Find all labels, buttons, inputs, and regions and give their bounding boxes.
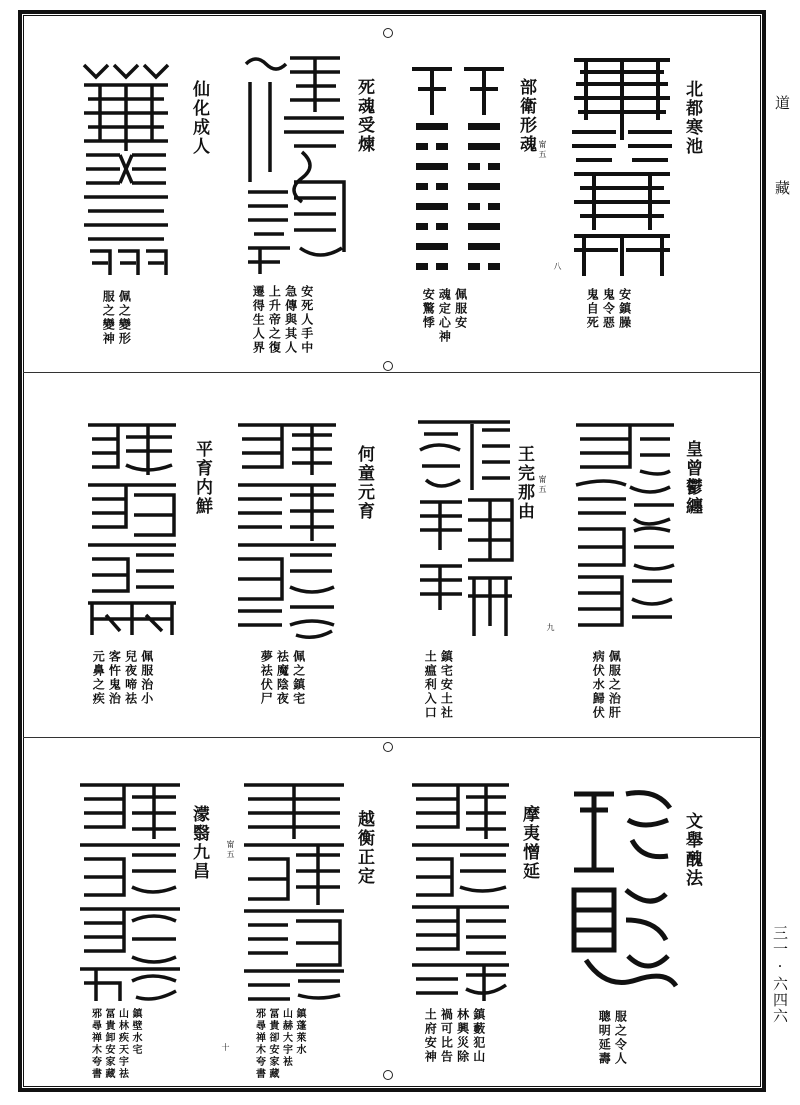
talisman-note: 甯五 <box>538 475 547 495</box>
talisman-caption: 佩之鎮宅 祛魔陰夜 夢祛伏尸 <box>259 650 306 706</box>
talisman-glyph <box>240 52 348 277</box>
binding-hole-3 <box>383 742 393 752</box>
talisman-glyph <box>408 55 508 275</box>
talisman-glyph <box>566 50 678 280</box>
talisman-caption: 佩之變形 服之變神 <box>101 290 132 346</box>
talisman-glyph <box>80 55 172 280</box>
binding-hole-2 <box>383 361 393 371</box>
talisman-title: 越衡正定 <box>354 810 374 886</box>
talisman-caption: 鎮藪犯山 林興災除 禍可比告 土府安神 <box>423 1008 486 1064</box>
talisman-glyph <box>570 415 680 640</box>
binding-hole-1 <box>383 28 393 38</box>
talisman-title: 平育内鮮 <box>192 440 212 516</box>
talisman-caption: 服之令人 聰明延壽 <box>597 1010 628 1066</box>
folio-mark-2: 九 <box>546 623 555 633</box>
talisman-title: 部衛形魂 <box>516 78 536 154</box>
talisman-glyph <box>408 775 513 1005</box>
talisman-glyph <box>232 415 342 640</box>
talisman-caption: 安死人手中 急傳與其人 上升帝之復 遷得生人界 <box>251 285 314 355</box>
talisman-caption: 鎮壁水宅 山林疾天宇祛 冨貴卸安家藏 邪尋禅木夸書 <box>89 1008 141 1080</box>
talisman-title: 仙化成人 <box>189 80 209 156</box>
folio-mark-3: 十 <box>221 1043 230 1053</box>
talisman-title: 濛翳九昌 <box>189 805 209 881</box>
talisman-title: 王完那由 <box>514 445 534 521</box>
margin-title: 道 <box>773 95 791 112</box>
talisman-caption: 安鎮臊 鬼令惡 鬼自死 <box>585 288 632 330</box>
row-divider-1 <box>23 372 761 373</box>
talisman-title: 文舉醜法 <box>682 812 702 888</box>
talisman-glyph <box>412 410 516 640</box>
talisman-note: 甯五 <box>226 840 235 860</box>
talisman-glyph <box>76 775 184 1005</box>
talisman-title: 何童元育 <box>354 445 374 521</box>
talisman-caption: 佩服安 魂定心神 安驚悸 <box>421 288 468 344</box>
talisman-caption: 鎮蓬萊水 山赫大宇袪 冨貴卻安家藏 邪尋禅木夸書 <box>253 1008 305 1080</box>
margin-subtitle: 藏 <box>773 180 791 197</box>
talisman-title: 摩夷憎延 <box>519 805 539 881</box>
talisman-glyph <box>566 780 678 995</box>
talisman-glyph <box>82 415 182 640</box>
folio-mark-1: 八 <box>553 262 562 272</box>
binding-hole-4 <box>383 1070 393 1080</box>
talisman-title: 北都寒池 <box>682 80 702 156</box>
row-divider-2 <box>23 737 761 738</box>
talisman-title: 皇曾鬱纏 <box>682 440 702 516</box>
talisman-note: 甯五 <box>538 140 547 160</box>
talisman-caption: 鎮宅安土社 土瘟利入口 <box>423 650 454 720</box>
talisman-glyph <box>240 775 348 1005</box>
talisman-title: 死魂受煉 <box>354 78 374 154</box>
talisman-caption: 佩服之治肝 病伏水歸伏 <box>591 650 622 720</box>
page-number: 三一·六四六 <box>771 925 789 1024</box>
talisman-caption: 佩服治小 兒夜啼祛 客忤鬼治 元鼻之疾 <box>91 650 154 706</box>
